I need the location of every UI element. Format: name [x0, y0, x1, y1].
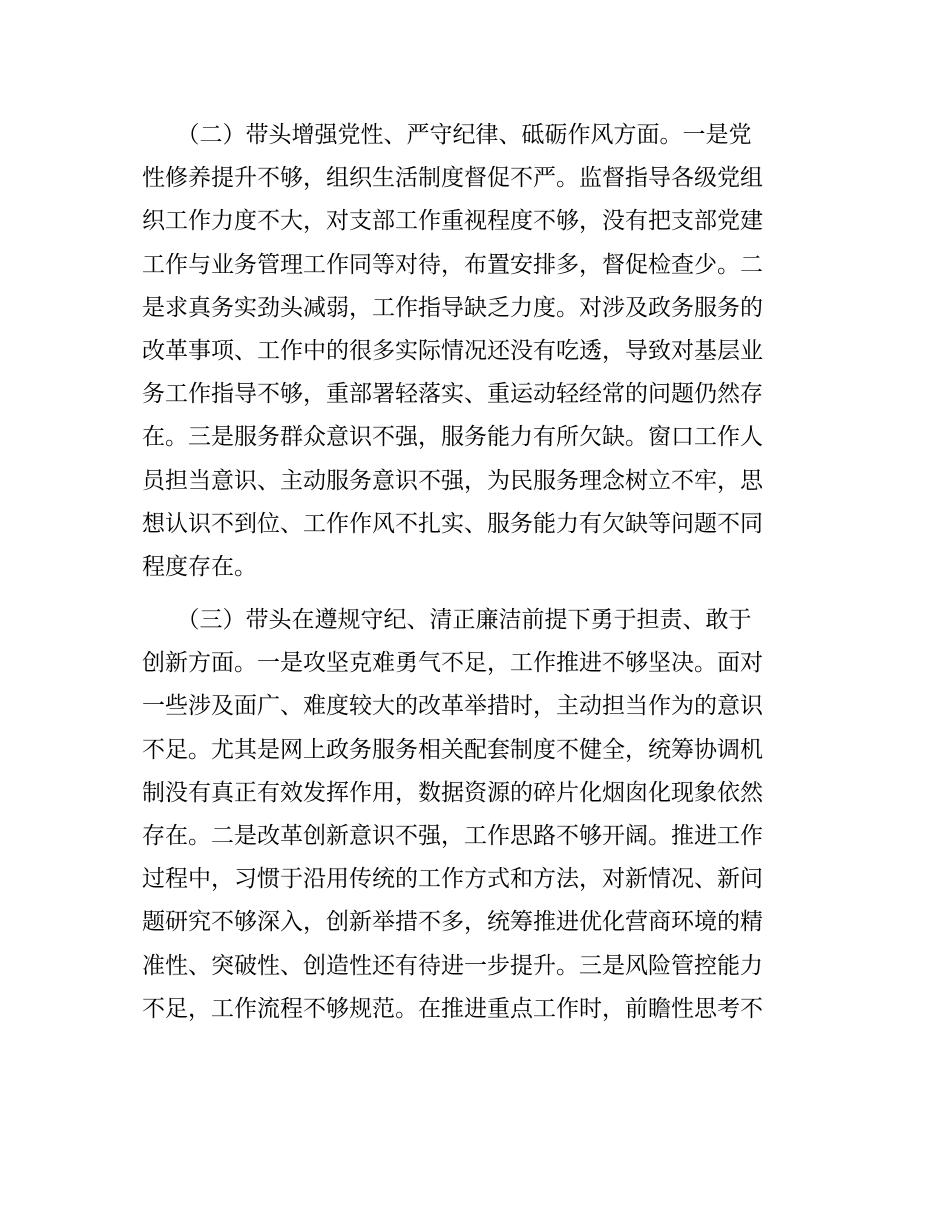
- text-line: 准性、突破性、创造性还有待进一步提升。三是风险管控能力: [142, 952, 763, 979]
- text-line: 过程中，习惯于沿用传统的工作方式和方法，对新情况、新问: [142, 866, 763, 893]
- text-line: 程度存在。: [142, 553, 257, 580]
- text-line: 在。三是服务群众意识不强，服务能力有所欠缺。窗口工作人: [142, 424, 763, 451]
- text-line: 性修养提升不够，组织生活制度督促不严。监督指导各级党组: [142, 165, 763, 192]
- text-line: 务工作指导不够，重部署轻落实、重运动轻经常的问题仍然存: [142, 381, 763, 408]
- text-line: 员担当意识、主动服务意识不强，为民服务理念树立不牢，思: [142, 467, 763, 494]
- text-line: 创新方面。一是攻坚克难勇气不足，工作推进不够坚决。面对: [142, 650, 763, 677]
- document-body: [142, 114, 812, 1031]
- text-line: 题研究不够深入，创新举措不多，统筹推进优化营商环境的精: [142, 909, 763, 936]
- text-line: 改革事项、工作中的很多实际情况还没有吃透，导致对基层业: [142, 337, 763, 364]
- text-line: 是求真务实劲头减弱，工作指导缺乏力度。对涉及政务服务的: [142, 294, 763, 321]
- text-line: 制没有真正有效发挥作用，数据资源的碎片化烟囱化现象依然: [142, 779, 763, 806]
- text-line: 不足。尤其是网上政务服务相关配套制度不健全，统筹协调机: [142, 736, 763, 763]
- text-line: 想认识不到位、工作作风不扎实、服务能力有欠缺等问题不同: [142, 510, 763, 537]
- text-line: 工作与业务管理工作同等对待，布置安排多，督促检查少。二: [142, 251, 763, 278]
- text-line: （三）带头在遵规守纪、清正廉洁前提下勇于担责、敢于: [142, 607, 752, 634]
- text-line: 织工作力度不大，对支部工作重视程度不够，没有把支部党建: [142, 208, 763, 235]
- text-line: 存在。二是改革创新意识不强，工作思路不够开阔。推进工作: [142, 823, 763, 849]
- text-line: 一些涉及面广、难度较大的改革举措时，主动担当作为的意识: [142, 693, 763, 720]
- paragraph-section-3: [142, 599, 812, 1031]
- text-line: （二）带头增强党性、严守纪律、砥砺作风方面。一是党: [142, 122, 752, 148]
- paragraph-section-2: [142, 114, 812, 589]
- text-line: 不足，工作流程不够规范。在推进重点工作时，前瞻性思考不: [142, 995, 763, 1022]
